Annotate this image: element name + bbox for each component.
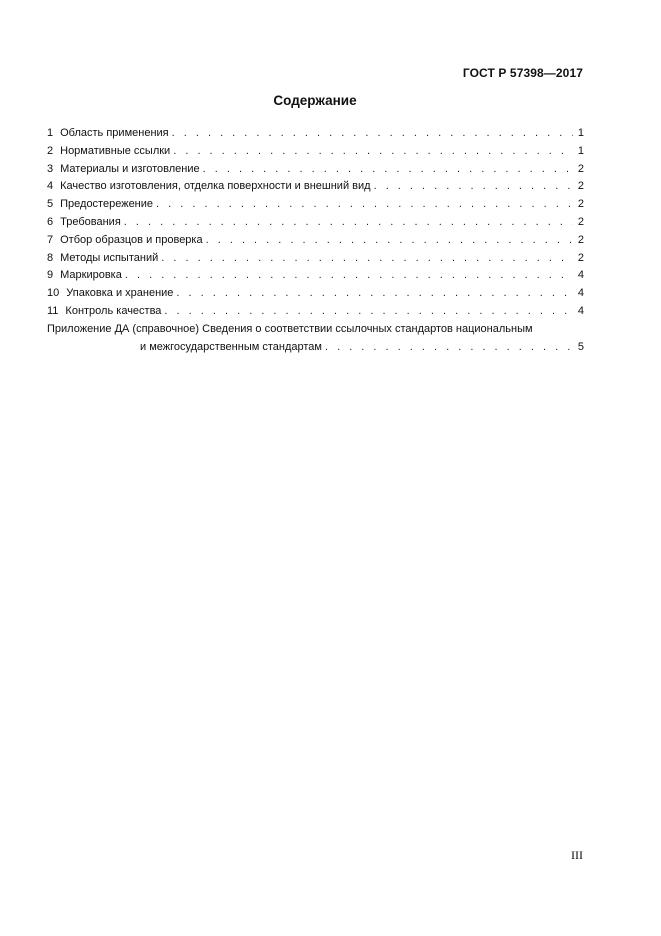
toc-entry-label: Требования bbox=[60, 215, 121, 228]
toc-entry-page: 1 bbox=[577, 127, 584, 139]
toc-entry-number: 9 bbox=[47, 269, 54, 282]
toc-leader-dots bbox=[161, 250, 573, 268]
toc-leader-dots bbox=[124, 214, 573, 232]
toc-entry-label: Маркировка bbox=[60, 269, 122, 282]
toc-entry-number: 11 bbox=[47, 304, 59, 317]
toc-leader-dots bbox=[125, 267, 573, 285]
toc-entry-label: Качество изготовления, отделка поверхности и внешний вид bbox=[60, 180, 371, 193]
table-of-contents bbox=[47, 125, 584, 356]
toc-entry-number: 1 bbox=[47, 127, 54, 139]
toc-entry[interactable] bbox=[47, 250, 584, 268]
toc-entry-page: 4 bbox=[577, 269, 584, 282]
toc-entry-page: 4 bbox=[577, 304, 584, 317]
toc-entry-page: 2 bbox=[577, 180, 584, 193]
toc-appendix-continuation bbox=[47, 339, 584, 357]
toc-entry-label: Упаковка и хранение bbox=[66, 287, 174, 300]
toc-entry[interactable] bbox=[47, 196, 584, 214]
toc-leader-dots bbox=[164, 303, 573, 321]
toc-leader-dots bbox=[374, 178, 573, 196]
toc-entry-number: 5 bbox=[47, 198, 54, 211]
toc-entry[interactable] bbox=[47, 267, 584, 285]
toc-entry-label: Контроль качества bbox=[65, 304, 162, 317]
toc-leader-dots bbox=[206, 232, 573, 250]
toc-entry[interactable] bbox=[47, 232, 584, 250]
toc-entry-label: Нормативные ссылки bbox=[60, 144, 171, 157]
document-code: ГОСТ Р 57398—2017 bbox=[462, 66, 583, 80]
toc-leader-dots bbox=[325, 339, 573, 357]
toc-entry-number: 10 bbox=[47, 287, 60, 300]
toc-title: Содержание bbox=[273, 93, 357, 108]
toc-entry-number: 4 bbox=[47, 180, 54, 193]
toc-appendix-title: Приложение ДА (справочное) Сведения о соответствии ссылочных стандартов национальным bbox=[47, 322, 533, 335]
toc-entry-number: 3 bbox=[47, 162, 54, 175]
toc-entry-label: Область применения bbox=[60, 127, 169, 139]
toc-leader-dots bbox=[156, 196, 573, 214]
toc-entry-page: 1 bbox=[577, 144, 584, 157]
toc-leader-dots bbox=[176, 285, 573, 303]
toc-entry-page: 4 bbox=[577, 287, 584, 300]
toc-entry-label: Предостережение bbox=[60, 198, 154, 211]
toc-entry-page: 2 bbox=[577, 251, 584, 264]
toc-entry-number: 6 bbox=[47, 215, 54, 228]
toc-entry-page: 2 bbox=[577, 215, 584, 228]
toc-entry-number: 2 bbox=[47, 144, 54, 157]
toc-leader-dots bbox=[172, 125, 573, 143]
toc-entry[interactable] bbox=[47, 125, 584, 143]
toc-entry-number: 7 bbox=[47, 233, 54, 246]
toc-entry-label: Отбор образцов и проверка bbox=[60, 233, 203, 246]
toc-entry[interactable] bbox=[47, 161, 584, 179]
toc-entry[interactable] bbox=[47, 285, 584, 303]
toc-entry[interactable] bbox=[47, 303, 584, 321]
toc-entry-page: 2 bbox=[577, 162, 584, 175]
toc-leader-dots bbox=[203, 161, 573, 179]
toc-entry[interactable] bbox=[47, 143, 584, 161]
toc-entry-page: 2 bbox=[577, 198, 584, 211]
page-number: III bbox=[571, 848, 583, 862]
toc-entry[interactable] bbox=[47, 214, 584, 232]
toc-entry[interactable] bbox=[47, 178, 584, 196]
toc-appendix-page: 5 bbox=[577, 340, 584, 353]
toc-leader-dots bbox=[173, 143, 573, 161]
toc-entry-page: 2 bbox=[577, 233, 584, 246]
toc-appendix-entry[interactable] bbox=[47, 321, 584, 357]
toc-entry-number: 8 bbox=[47, 251, 54, 264]
toc-appendix-title-continued: и межгосударственным стандартам bbox=[140, 340, 322, 353]
toc-entry-label: Материалы и изготовление bbox=[60, 162, 200, 175]
toc-entry-label: Методы испытаний bbox=[60, 251, 159, 264]
